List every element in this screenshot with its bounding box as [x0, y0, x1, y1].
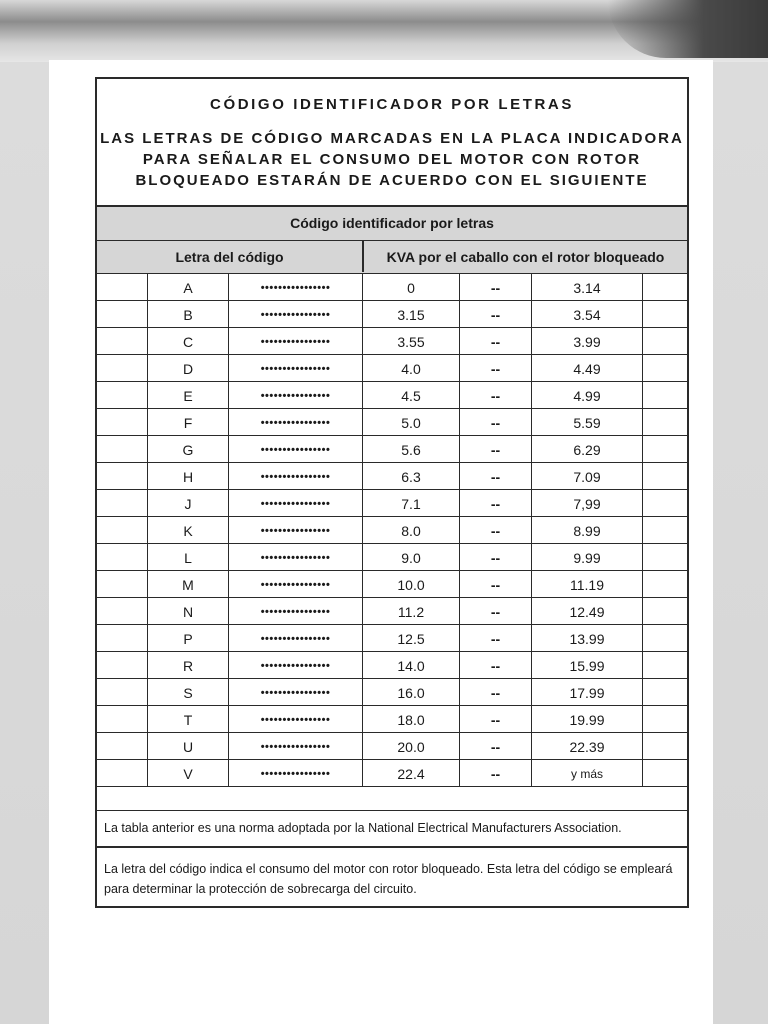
document-title: CÓDIGO IDENTIFICADOR POR LETRAS	[210, 96, 574, 113]
table-row	[97, 301, 687, 328]
row-end-cell	[642, 625, 687, 651]
row-spacer-cell	[97, 625, 147, 651]
code-letter-cell: M	[147, 571, 228, 597]
kva-from-cell: 8.0	[362, 517, 459, 543]
row-spacer-cell	[97, 490, 147, 516]
kva-to-cell: 6.29	[531, 436, 642, 462]
row-end-cell	[642, 355, 687, 381]
leader-dots-cell: ••••••••••••••••	[228, 571, 362, 597]
code-letter-cell: A	[147, 274, 228, 300]
row-end-cell	[642, 733, 687, 759]
table-row	[97, 760, 687, 787]
range-dash-cell: --	[459, 733, 531, 759]
code-letter-cell: K	[147, 517, 228, 543]
row-spacer-cell	[97, 382, 147, 408]
kva-to-cell: 3.14	[531, 274, 642, 300]
kva-from-cell: 12.5	[362, 625, 459, 651]
leader-dots-cell: ••••••••••••••••	[228, 436, 362, 462]
range-dash-cell: --	[459, 652, 531, 678]
code-letter-cell: R	[147, 652, 228, 678]
column-header-kva: KVA por el caballo con el rotor bloqueado	[362, 241, 687, 272]
range-dash-cell: --	[459, 274, 531, 300]
kva-to-cell: 4.99	[531, 382, 642, 408]
kva-to-cell: y más	[531, 760, 642, 786]
code-letter-cell: T	[147, 706, 228, 732]
code-letter-cell: J	[147, 490, 228, 516]
kva-to-cell: 7.09	[531, 463, 642, 489]
row-spacer-cell	[97, 409, 147, 435]
table-row	[97, 517, 687, 544]
kva-from-cell: 20.0	[362, 733, 459, 759]
leader-dots-cell: ••••••••••••••••	[228, 544, 362, 570]
row-end-cell	[642, 436, 687, 462]
row-end-cell	[642, 571, 687, 597]
row-spacer-cell	[97, 355, 147, 381]
code-letter-cell: B	[147, 301, 228, 327]
kva-from-cell: 7.1	[362, 490, 459, 516]
row-end-cell	[642, 301, 687, 327]
code-letter-cell: F	[147, 409, 228, 435]
code-letter-cell: P	[147, 625, 228, 651]
kva-to-cell: 4.49	[531, 355, 642, 381]
range-dash-cell: --	[459, 706, 531, 732]
kva-from-cell: 4.5	[362, 382, 459, 408]
kva-from-cell: 18.0	[362, 706, 459, 732]
row-spacer-cell	[97, 436, 147, 462]
table-row	[97, 706, 687, 733]
table-row	[97, 328, 687, 355]
row-spacer-cell	[97, 733, 147, 759]
range-dash-cell: --	[459, 571, 531, 597]
table-column-headers	[97, 241, 687, 274]
code-letter-cell: C	[147, 328, 228, 354]
kva-to-cell: 9.99	[531, 544, 642, 570]
table-row	[97, 355, 687, 382]
code-letter-cell: E	[147, 382, 228, 408]
leader-dots-cell: ••••••••••••••••	[228, 328, 362, 354]
range-dash-cell: --	[459, 625, 531, 651]
kva-to-cell: 8.99	[531, 517, 642, 543]
row-end-cell	[642, 517, 687, 543]
leader-dots-cell: ••••••••••••••••	[228, 760, 362, 786]
range-dash-cell: --	[459, 382, 531, 408]
kva-to-cell: 3.54	[531, 301, 642, 327]
leader-dots-cell: ••••••••••••••••	[228, 463, 362, 489]
range-dash-cell: --	[459, 760, 531, 786]
row-end-cell	[642, 598, 687, 624]
code-letter-cell: V	[147, 760, 228, 786]
table-row	[97, 409, 687, 436]
column-header-letter: Letra del código	[175, 249, 284, 265]
code-letter-cell: G	[147, 436, 228, 462]
kva-from-cell: 4.0	[362, 355, 459, 381]
table-row	[97, 382, 687, 409]
leader-dots-cell: ••••••••••••••••	[228, 409, 362, 435]
row-end-cell	[642, 652, 687, 678]
range-dash-cell: --	[459, 517, 531, 543]
row-end-cell	[642, 463, 687, 489]
leader-dots-cell: ••••••••••••••••	[228, 382, 362, 408]
row-end-cell	[642, 679, 687, 705]
row-end-cell	[642, 760, 687, 786]
row-end-cell	[642, 274, 687, 300]
table-rows	[97, 274, 687, 787]
code-table-frame	[95, 77, 689, 908]
table-row	[97, 571, 687, 598]
row-spacer-cell	[97, 571, 147, 597]
row-spacer-cell	[97, 328, 147, 354]
table-blank-row	[97, 787, 687, 811]
range-dash-cell: --	[459, 409, 531, 435]
kva-to-cell: 15.99	[531, 652, 642, 678]
range-dash-cell: --	[459, 679, 531, 705]
kva-from-cell: 14.0	[362, 652, 459, 678]
kva-to-cell: 7,99	[531, 490, 642, 516]
range-dash-cell: --	[459, 301, 531, 327]
table-row	[97, 490, 687, 517]
kva-from-cell: 0	[362, 274, 459, 300]
range-dash-cell: --	[459, 490, 531, 516]
row-spacer-cell	[97, 598, 147, 624]
kva-to-cell: 3.99	[531, 328, 642, 354]
row-spacer-cell	[97, 544, 147, 570]
kva-to-cell: 5.59	[531, 409, 642, 435]
subtitle-line: LAS LETRAS DE CÓDIGO MARCADAS EN LA PLACA INDICADORA	[100, 130, 684, 147]
table-row	[97, 652, 687, 679]
kva-to-cell: 13.99	[531, 625, 642, 651]
code-letter-cell: U	[147, 733, 228, 759]
row-spacer-cell	[97, 301, 147, 327]
table-row	[97, 679, 687, 706]
kva-to-cell: 22.39	[531, 733, 642, 759]
document-subtitle	[97, 128, 687, 191]
table-title: Código identificador por letras	[97, 205, 687, 241]
table-note-nema: La tabla anterior es una norma adoptada por la National Electrical Manufacturers Association.	[97, 811, 687, 848]
range-dash-cell: --	[459, 328, 531, 354]
subtitle-line: BLOQUEADO ESTARÁN DE ACUERDO CON EL SIGUIENTE	[135, 172, 649, 189]
table-row	[97, 625, 687, 652]
table-body	[97, 274, 687, 899]
row-end-cell	[642, 328, 687, 354]
code-letter-cell: N	[147, 598, 228, 624]
code-letter-cell: D	[147, 355, 228, 381]
row-spacer-cell	[97, 274, 147, 300]
row-spacer-cell	[97, 706, 147, 732]
kva-to-cell: 11.19	[531, 571, 642, 597]
range-dash-cell: --	[459, 463, 531, 489]
row-end-cell	[642, 382, 687, 408]
kva-from-cell: 3.55	[362, 328, 459, 354]
kva-from-cell: 10.0	[362, 571, 459, 597]
leader-dots-cell: ••••••••••••••••	[228, 652, 362, 678]
table-row	[97, 436, 687, 463]
kva-from-cell: 16.0	[362, 679, 459, 705]
range-dash-cell: --	[459, 355, 531, 381]
kva-to-cell: 17.99	[531, 679, 642, 705]
leader-dots-cell: ••••••••••••••••	[228, 274, 362, 300]
table-row	[97, 274, 687, 301]
code-letter-cell: L	[147, 544, 228, 570]
leader-dots-cell: ••••••••••••••••	[228, 625, 362, 651]
code-letter-cell: H	[147, 463, 228, 489]
kva-from-cell: 6.3	[362, 463, 459, 489]
row-spacer-cell	[97, 679, 147, 705]
kva-to-cell: 12.49	[531, 598, 642, 624]
range-dash-cell: --	[459, 544, 531, 570]
row-spacer-cell	[97, 760, 147, 786]
row-end-cell	[642, 490, 687, 516]
kva-to-cell: 19.99	[531, 706, 642, 732]
subtitle-line: PARA SEÑALAR EL CONSUMO DEL MOTOR CON ROTOR	[142, 151, 642, 168]
leader-dots-cell: ••••••••••••••••	[228, 706, 362, 732]
code-letter-cell: S	[147, 679, 228, 705]
leader-dots-cell: ••••••••••••••••	[228, 301, 362, 327]
leader-dots-cell: ••••••••••••••••	[228, 517, 362, 543]
leader-dots-cell: ••••••••••••••••	[228, 490, 362, 516]
table-row	[97, 733, 687, 760]
table-note-usage: La letra del código indica el consumo del motor con rotor bloqueado. Esta letra del código se empleará para determinar la protección de sobrecarga del circuito.	[104, 862, 673, 896]
kva-from-cell: 5.6	[362, 436, 459, 462]
row-spacer-cell	[97, 517, 147, 543]
kva-from-cell: 5.0	[362, 409, 459, 435]
kva-from-cell: 9.0	[362, 544, 459, 570]
row-end-cell	[642, 409, 687, 435]
row-spacer-cell	[97, 463, 147, 489]
row-end-cell	[642, 706, 687, 732]
row-end-cell	[642, 544, 687, 570]
leader-dots-cell: ••••••••••••••••	[228, 598, 362, 624]
row-spacer-cell	[97, 652, 147, 678]
leader-dots-cell: ••••••••••••••••	[228, 733, 362, 759]
leader-dots-cell: ••••••••••••••••	[228, 679, 362, 705]
range-dash-cell: --	[459, 598, 531, 624]
kva-from-cell: 3.15	[362, 301, 459, 327]
leader-dots-cell: ••••••••••••••••	[228, 355, 362, 381]
table-row	[97, 544, 687, 571]
table-row	[97, 463, 687, 490]
range-dash-cell: --	[459, 436, 531, 462]
kva-from-cell: 22.4	[362, 760, 459, 786]
kva-from-cell: 11.2	[362, 598, 459, 624]
table-row	[97, 598, 687, 625]
